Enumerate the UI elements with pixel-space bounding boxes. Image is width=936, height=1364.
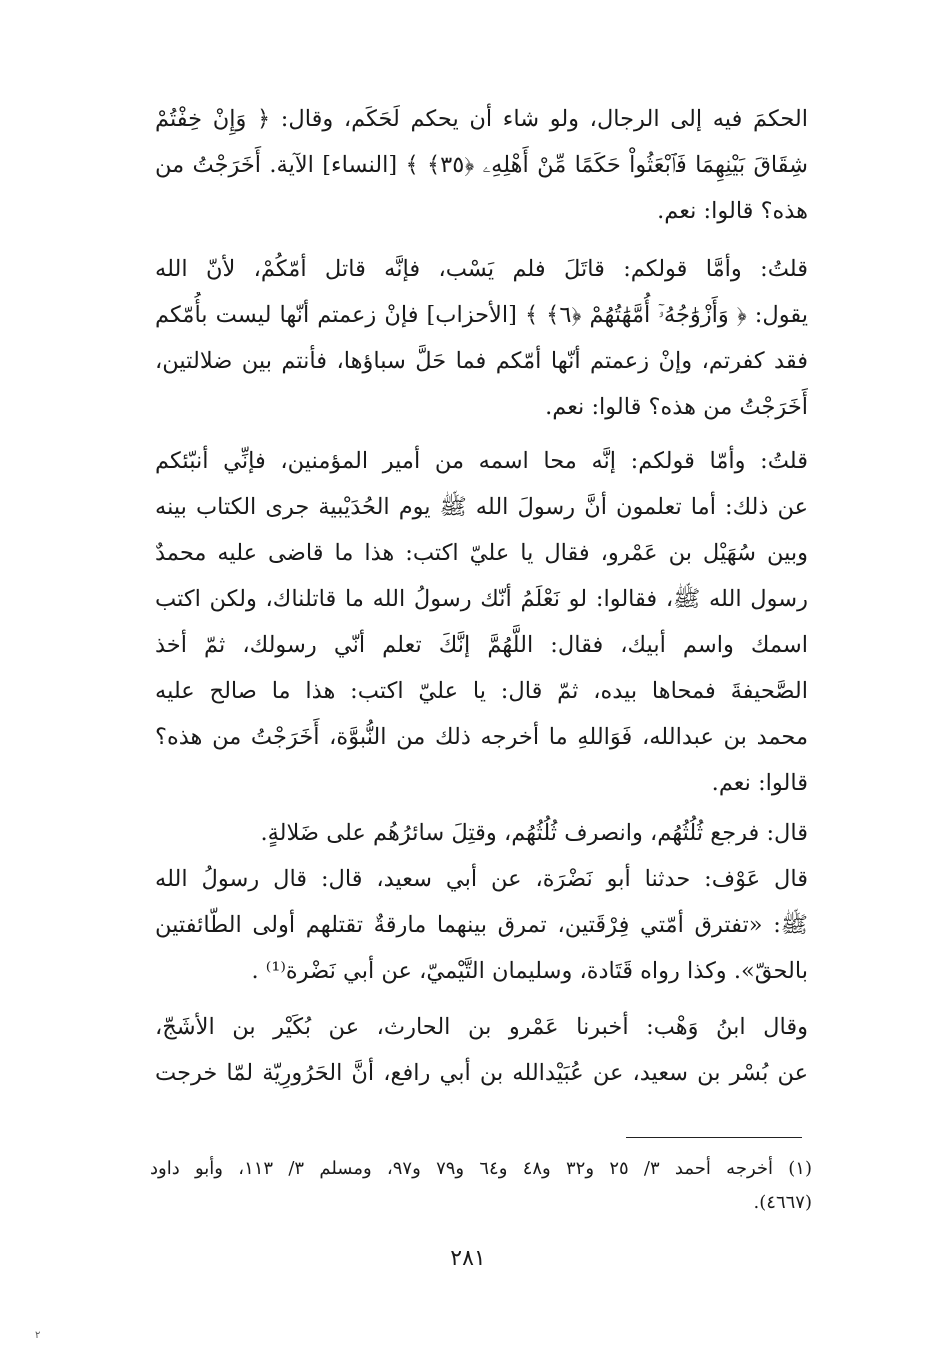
text-line: رسول الله ﷺ، فقالوا: لو نَعْلَمُ أنّك رسولُ الله ما قاتلناك، ولكن اكتب — [155, 586, 808, 612]
footnote-line: (١) أخرجه أحمد ٣/ ٢٥ و٣٢ و٤٨ و٦٤ و٧٩ و٩٧، ومسلم ٣/ ١١٣، وأبو داود — [150, 1158, 812, 1179]
text-line: قلتُ: وأمّا قولكم: إنَّه محا اسمه من أمير المؤمنين، فإنِّي أنبّئكم — [155, 448, 808, 474]
text-line: بالحقّ». وكذا رواه قَتَادة، وسليمان التَّيْميّ، عن أبي نَضْرة⁽¹⁾ . — [251, 958, 808, 984]
paragraph-2 — [155, 246, 808, 430]
text-line: الحكمَ فيه إلى الرجال، ولو شاء أن يحكم لَحَكَم، وقال: ﴿ وَإِنْ خِفْتُمْ — [155, 106, 808, 132]
text-line: عن ذلك: أما تعلمون أنَّ رسولَ الله ﷺ يوم الحُدَيْبية جرى الكتاب بينه — [155, 494, 808, 520]
page-number: ٢٨١ — [450, 1246, 486, 1271]
text-line: وبين سُهَيْل بن عَمْرو، فقال يا عليّ اكتب: هذا ما قاضى عليه محمدٌ — [155, 540, 808, 566]
paragraph-4 — [155, 810, 808, 856]
paragraph-6 — [155, 1004, 808, 1096]
text-line: قلتُ: وأمَّا قولكم: قاتَلَ فلم يَسْب، فإنَّه قاتل أمّكُمْ، لأنّ الله — [155, 256, 808, 282]
text-line: محمد بن عبدالله، فَوَاللهِ ما أخرجه ذلك من النُّبوَّة، أَخَرَجْتُ من هذه؟ — [155, 724, 808, 750]
text-line: ﷺ: «تفترق أمّتي فِرْقَتين، تمرق بينهما مارقةٌ تقتلهم أولى الطّائفتين — [155, 912, 808, 938]
text-line: قال: فرجع ثُلُثُهُم، وانصرف ثُلُثُهُم، وقتِلَ سائرُهُم على ضَلالةٍ. — [260, 820, 808, 846]
footnotes — [150, 1152, 812, 1220]
text-line: شِقَاقَ بَيْنِهِمَا فَٱبْعَثُواْ حَكَمًا مِّنْ أَهْلِهِۦ ﴿٣٥﴾ ﴾ [النساء] الآية. أَخَرَجْتُ من — [155, 152, 808, 178]
text-line: عن بُسْر بن سعيد، عن عُبَيْدالله بن أبي رافع، أنَّ الحَرُورِيّة لمّا خرجت — [155, 1060, 808, 1086]
corner-mark: ٢ — [35, 1330, 41, 1341]
text-line: قالوا: نعم. — [711, 770, 808, 796]
text-line: الصَّحيفةَ فمحاها بيده، ثمّ قال: يا عليّ اكتب: هذا ما صالح عليه — [155, 678, 808, 704]
text-line: يقول: ﴿ وَأَزْوَٰجُهُۥٓ أُمَّهَٰتُهُمْ ﴿٦﴾ ﴾ [الأحزاب] فإنْ زعمتم أنّها ليست بأُمّكم — [155, 302, 808, 328]
paragraph-3 — [155, 438, 808, 806]
footnote-separator — [626, 1137, 802, 1138]
paragraph-1 — [155, 96, 808, 234]
text-line: أَخَرَجْتُ من هذه؟ قالوا: نعم. — [545, 394, 808, 420]
footnote-line: (٤٦٦٧). — [753, 1192, 812, 1213]
paragraph-5 — [155, 856, 808, 994]
text-line: هذه؟ قالوا: نعم. — [657, 198, 808, 224]
text-line: اسمك واسم أبيك، فقال: اللَّهُمَّ إنَّكَ تعلم أنّي رسولك، ثمّ أخذ — [155, 632, 808, 658]
text-line: فقد كفرتم، وإنْ زعمتم أنّها أمّكم فما حَلَّ سباؤها، فأنتم بين ضلالتين، — [155, 348, 808, 374]
text-line: قال عَوْف: حدثنا أبو نَضْرَة، عن أبي سعيد، قال: قال رسولُ الله — [155, 866, 808, 892]
text-line: وقال ابنُ وَهْب: أخبرنا عَمْرو بن الحارث، عن بُكَيْر بن الأشَجّ، — [155, 1014, 808, 1040]
